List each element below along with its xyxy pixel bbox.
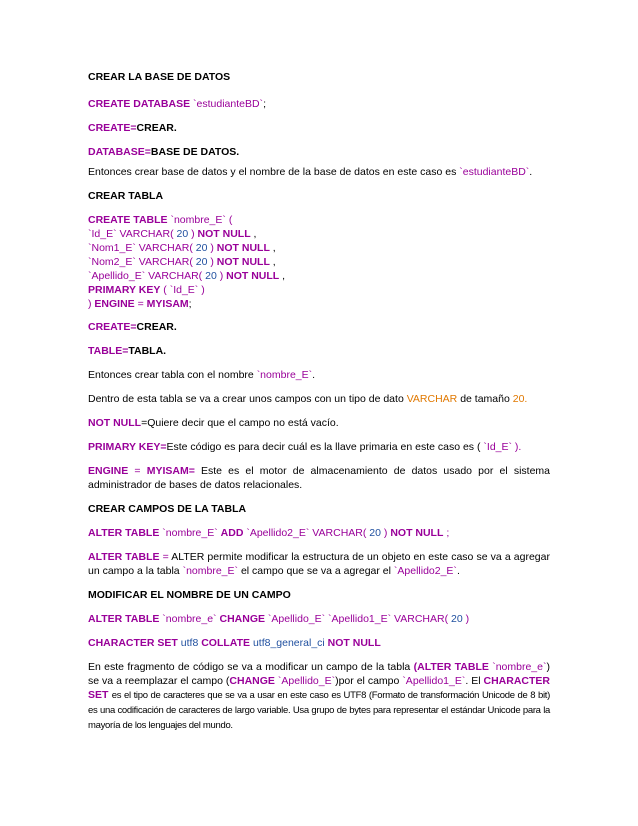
text: )por el campo (335, 675, 400, 687)
keyword: ALTER TABLE (417, 661, 489, 673)
keyword: CREATE DATABASE (88, 98, 191, 110)
type: VARCHAR( (119, 228, 174, 240)
punct: ) (210, 242, 214, 254)
identifier: `Apellido_E` (88, 270, 146, 282)
keyword: COLLATE (201, 637, 251, 649)
operator: = (134, 465, 141, 477)
explanation-alter-table (88, 550, 550, 578)
keyword: NOT NULL (327, 637, 381, 649)
type: VARCHAR( (312, 527, 367, 539)
type: VARCHAR( (394, 613, 449, 625)
operator: = (137, 298, 144, 310)
keyword: NOT NULL (197, 228, 251, 240)
identifier: `Apellido_E` (267, 613, 326, 625)
identifier: `Apellido2_E` (393, 565, 457, 577)
text: . El (465, 675, 481, 687)
text: Este es el motor de almacenamiento de datos usado por el sistema administrador de bases de datos relacionales. (88, 465, 551, 491)
number: 20 (451, 613, 463, 625)
explanation-primary-key (88, 440, 550, 454)
keyword: TABLE= (88, 345, 129, 357)
code-alter-change (88, 612, 550, 626)
explanation-database (88, 165, 550, 179)
identifier: `Id_E` (88, 228, 117, 240)
heading-create-database: CREAR LA BASE DE DATOS (88, 71, 231, 83)
punct: ; (188, 298, 192, 310)
keyword: CREATE TABLE (88, 214, 168, 226)
definition-table (88, 344, 550, 358)
text: de tamaño (460, 393, 510, 405)
heading-modify-field: MODIFICAR EL NOMBRE DE UN CAMPO (88, 589, 291, 601)
identifier: `Apellido1_E` (328, 613, 392, 625)
punct: ( (413, 661, 418, 673)
identifier: `Nom2_E` (88, 256, 136, 268)
identifier: `Id_E` (483, 441, 512, 453)
code-engine (88, 297, 550, 311)
text: Dentro de esta tabla se va a crear unos campos con un tipo de dato (88, 393, 404, 405)
text: ALTER permite modificar la estructura de un objeto en este caso se va a agregar un campo a la tabla (88, 551, 550, 577)
text: En este fragmento de código se va a modificar un campo de la tabla (88, 661, 411, 673)
type: VARCHAR( (138, 242, 193, 254)
punct: ) (219, 270, 224, 282)
text: Entonces crear tabla con el nombre (88, 369, 254, 381)
operator: = (162, 551, 169, 563)
text: Entonces crear base de datos y el nombre de la base de datos en este caso es (88, 166, 457, 178)
punct: , (282, 270, 286, 282)
explanation-create-table (88, 368, 550, 382)
punct: ) (383, 527, 388, 539)
text: ) se va a reemplazar el campo ( (88, 661, 550, 687)
identifier: `nombre_E` (182, 565, 239, 577)
keyword: NOT NULL (216, 256, 270, 268)
keyword: ENGINE (94, 298, 135, 310)
identifier: `nombre_E` (256, 369, 313, 381)
value: utf8 (180, 637, 199, 649)
identifier: `nombre_e` (162, 613, 217, 625)
heading-create-table: CREAR TABLA (88, 190, 164, 202)
code-column-apellido (88, 269, 550, 283)
keyword: NOT NULL (226, 270, 280, 282)
punct: . (312, 369, 316, 381)
number: 20 (369, 527, 381, 539)
punct: , (253, 228, 257, 240)
identifier: `nombre_E` (170, 214, 226, 226)
punct: ( (163, 284, 167, 296)
keyword: NOT NULL (216, 242, 270, 254)
code-primary-key (88, 283, 550, 297)
keyword: PRIMARY KEY (88, 284, 161, 296)
keyword: PRIMARY KEY= (88, 441, 167, 453)
punct: ) (191, 228, 195, 240)
code-create-database (88, 97, 550, 111)
definition-text: BASE DE DATOS. (150, 146, 240, 158)
keyword: ADD (220, 527, 244, 539)
keyword: MYISAM (146, 298, 189, 310)
keyword: DATABASE= (88, 146, 151, 158)
explanation-not-null (88, 416, 550, 430)
type-name: VARCHAR (406, 393, 458, 405)
explanation-modify (88, 660, 550, 733)
text: el campo que se va a agregar el (240, 565, 391, 577)
identifier: `Apellido_E` (277, 675, 336, 687)
definition-create (88, 121, 550, 135)
number: 20 (195, 256, 208, 268)
punct: ) (210, 256, 214, 268)
punct: , (272, 242, 276, 254)
number: 20 (176, 228, 189, 240)
identifier: `Nom1_E` (88, 242, 136, 254)
size-number: 20. (512, 393, 528, 405)
text: es el tipo de caracteres que se va a usar en este caso es UTF8 (Formato de transformación Unicode de 8 bit) es una codificación de caracteres de largo variable. Usa grupo de bytes para representar el estándar Unicode para la mayoría de los lenguajes del mundo. (88, 690, 550, 731)
identifier: `Apellido2_E` (246, 527, 310, 539)
keyword: ALTER TABLE (88, 551, 160, 563)
definition-create-2 (88, 320, 550, 334)
keyword: CHARACTER SET (88, 675, 551, 701)
code-column-id (88, 227, 550, 241)
type: VARCHAR( (148, 270, 203, 282)
keyword: NOT NULL (390, 527, 444, 539)
number: 20 (205, 270, 217, 282)
identifier: `Id_E` (169, 284, 199, 296)
punct: ) (88, 298, 92, 310)
keyword: MYISAM= (146, 465, 195, 477)
punct: ; (446, 527, 450, 539)
keyword: ALTER TABLE (88, 613, 160, 625)
number: 20 (195, 242, 208, 254)
keyword: ALTER TABLE (88, 527, 160, 539)
identifier: `estudianteBD` (193, 98, 264, 110)
explanation-engine (88, 464, 550, 492)
punct: ; (263, 98, 266, 110)
keyword: CHANGE (229, 675, 275, 687)
code-character-set (88, 636, 550, 650)
code-column-nom1 (88, 241, 550, 255)
code-alter-add (88, 526, 550, 540)
type: VARCHAR( (138, 256, 193, 268)
punct: ( (228, 214, 233, 226)
identifier: `estudianteBD` (459, 166, 530, 178)
value: utf8_general_ci (252, 637, 325, 649)
punct: . (529, 166, 533, 178)
definition-text: CREAR. (136, 321, 177, 333)
punct: . (456, 565, 460, 577)
keyword: NOT NULL (88, 417, 142, 429)
explanation-fields (88, 392, 550, 406)
definition-text: TABLA. (128, 345, 167, 357)
definition-database (88, 145, 550, 159)
code-create-table (88, 213, 550, 227)
keyword: ENGINE (88, 465, 129, 477)
text: Este código es para decir cuál es la llave primaria en este caso es ( (166, 441, 481, 453)
punct: ) (201, 284, 205, 296)
keyword: CREATE= (88, 321, 137, 333)
keyword: CHANGE (219, 613, 265, 625)
identifier: `Apellido1_E` (402, 675, 466, 687)
keyword: CREATE= (88, 122, 137, 134)
definition-text: CREAR. (136, 122, 177, 134)
identifier: `nombre_e` (492, 661, 547, 673)
code-column-nom2 (88, 255, 550, 269)
identifier: `nombre_E` (162, 527, 218, 539)
punct: , (272, 256, 276, 268)
keyword: CHARACTER SET (88, 637, 178, 649)
heading-create-fields: CREAR CAMPOS DE LA TABLA (88, 503, 247, 515)
punct: ) (465, 613, 470, 625)
punct: ). (514, 441, 522, 453)
text: =Quiere decir que el campo no está vacío. (141, 417, 339, 429)
